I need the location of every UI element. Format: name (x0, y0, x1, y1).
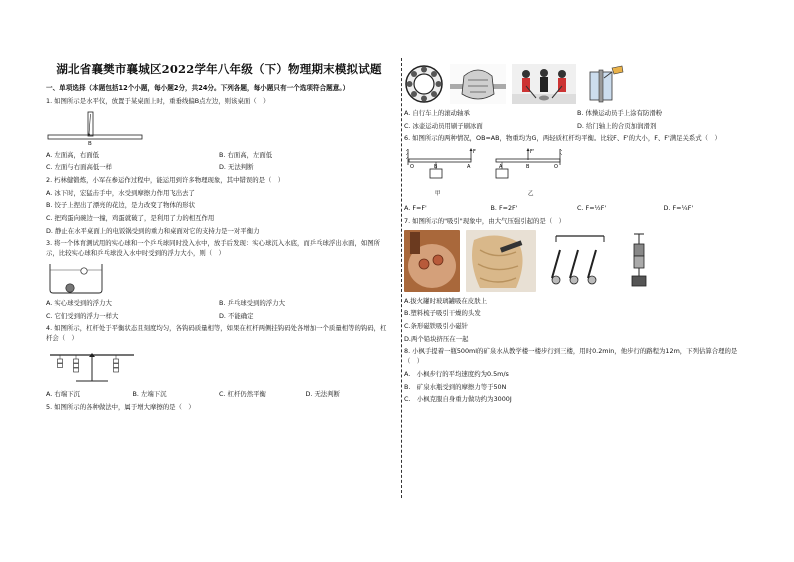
section-heading: 一、单项选择（本题包括12个小题，每小题2分，共24分。下列各题，每小题只有一个选项符合题意。） (46, 83, 350, 92)
q6-option-a[interactable]: A. F=F' (404, 204, 427, 213)
q4-option-d[interactable]: D. 无法判断 (305, 390, 341, 399)
q1-figure-level (46, 110, 392, 146)
q4-figure-lever (46, 347, 392, 385)
q6-option-c[interactable]: C. F=½F' (577, 204, 607, 213)
q6-label-o2: O (554, 164, 558, 171)
q4-option-b[interactable]: B. 左端下沉 (132, 390, 167, 399)
q8-option-b[interactable]: B. 矿泉水瓶受到的摩擦力等于50N (404, 382, 507, 391)
q8-option-a[interactable]: A. 小枫步行的平均速度约为0.5m/s (404, 369, 509, 378)
q2-option-b[interactable]: B. 饺子上捏出了漂亮的花边，是力改变了物体的形状 (46, 201, 196, 210)
page-title: 湖北省襄樊市襄城区2022学年八年级（下）物理期末模拟试题 (56, 62, 382, 76)
q8-option-c[interactable]: C. 小枫克服自身重力做功约为3000J (404, 395, 512, 404)
q6-stem: 6. 如图所示的两种情况，OB=AB，物重均为G，两轻质杠杆均平衡。比较F、F'的大小，F、F'满足关系式（ ） (404, 134, 721, 143)
q2-option-a[interactable]: A. 冰下时，宏猛击手中，水受到摩擦力作用飞出去了 (46, 188, 195, 197)
q3-stem: 3. 将一个体育测试用的实心球和一个乒乓球同时没入水中，放手后发现：实心球沉入水底，而乒乓球浮出水面，如图所示，比较实心球和乒乓球没入水中时受到的浮力大小，则（ ） (46, 239, 381, 258)
q6-option-b[interactable]: B. F=2F' (490, 204, 518, 213)
q7-option-c[interactable]: C.条形磁铁吸引小磁针 (404, 321, 469, 330)
q3-option-c[interactable]: C. 它们受到的浮力一样大 (46, 311, 119, 320)
q2-stem: 2. 朽林健锻炼，小军在参运作过程中，能运用到许多物理现象，其中错误的是（ ） (46, 175, 285, 184)
q1-option-d[interactable]: D. 无法判断 (219, 163, 254, 172)
q5-images (404, 64, 750, 104)
q6-caption-left: 甲 (435, 191, 441, 198)
curling-image (512, 64, 576, 104)
q6-label-b: B (434, 164, 438, 171)
q6-caption-right: 乙 (528, 191, 534, 198)
q7-option-b[interactable]: B.塑料梳子吸引干燥的头发 (404, 309, 481, 318)
q1-option-b[interactable]: B. 右面高，左面低 (219, 150, 273, 159)
gymnast-powder-image (450, 64, 506, 104)
q7-option-d[interactable]: D.两个铅块挤压在一起 (404, 334, 469, 343)
right-column (404, 64, 750, 408)
q1-option-c[interactable]: C. 左面与右面高低一样 (46, 163, 113, 172)
q4-option-c[interactable]: C. 杠杆仍然平衡 (219, 390, 266, 399)
q6-label-b2: B (526, 164, 530, 171)
left-column (46, 64, 392, 416)
q5-option-a[interactable]: A. 自行车上的滚动轴承 (404, 109, 470, 117)
q5-option-c[interactable]: C. 冰壶运动员用刷子刷冰面 (404, 121, 483, 130)
column-divider (401, 58, 402, 498)
q3-figure-beaker (46, 262, 392, 294)
q6-label-o: O (410, 164, 414, 171)
q3-option-d[interactable]: D. 不能确定 (219, 311, 254, 320)
bearing-image (404, 64, 444, 104)
q2-option-c[interactable]: C. 把鸡蛋向碗边一撞，鸡蛋就破了，是利用了力的相互作用 (46, 214, 215, 222)
lead-blocks-image (626, 230, 652, 292)
cupping-image (404, 230, 460, 292)
q5-option-b[interactable]: B. 体操运动员手上涂有防滑粉 (577, 109, 663, 117)
q6-label-fp: F' (530, 149, 535, 156)
q7-option-a[interactable]: A.拔火罐时玻璃罐吸在皮肤上 (404, 296, 487, 305)
q7-images (404, 230, 750, 292)
q3-option-b[interactable]: B. 乒乓球受到的浮力大 (219, 299, 285, 308)
q1-stem: 1. 如图所示是水平仪，放置于某桌面上时，重垂线偏B点左边，则该桌面（ ） (46, 96, 270, 105)
q1-fig-label: B (88, 140, 92, 146)
q4-option-a[interactable]: A. 右端下沉 (46, 390, 80, 399)
q8-stem: 8. 小枫手提着一瓶500ml的矿泉水从教学楼一楼步行到三楼，用时0.2min，他步行的路程为12m，下列估算合理的是（ ） (404, 347, 738, 366)
q6-label-a2: A (499, 164, 503, 171)
hinge-oil-image (582, 64, 626, 104)
q5-stem: 5. 如图所示的各种做法中，属于增大摩擦的是（ ） (46, 402, 195, 411)
q1-option-a[interactable]: A. 左面高，右面低 (46, 150, 100, 159)
q6-figure-levers (404, 147, 750, 199)
q6-label-f: F (473, 149, 476, 156)
magnet-needle-image (542, 230, 620, 292)
q5-option-d[interactable]: D. 给门轴上的合页加润滑剂 (577, 121, 657, 130)
q3-option-a[interactable]: A. 实心球受到的浮力大 (46, 299, 112, 308)
q2-option-d[interactable]: D. 静止在水平桌面上的电饭锅受到的重力和桌面对它的支持力是一对平衡力 (46, 226, 260, 235)
q6-label-a: A (467, 164, 471, 171)
q7-stem: 7. 如图所示的"吸引"现象中，由大气压强引起的是（ ） (404, 216, 565, 225)
q6-option-d[interactable]: D. F=¼F' (663, 204, 694, 213)
comb-hair-image (466, 230, 536, 292)
q4-stem: 4. 如图所示，杠杆处于平衡状态且刻度均匀，各钩码质量相等，如果在杠杆两侧挂钩码处各增加一个质量相等的钩码，杠杆会（ ） (46, 324, 387, 343)
